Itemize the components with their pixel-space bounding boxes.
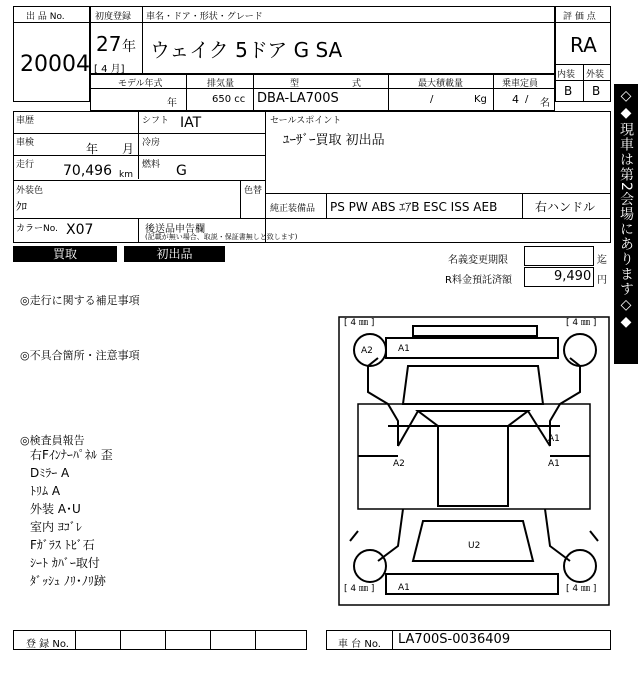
reg-no-label: 登 録 No. (26, 639, 69, 650)
damage-mark: A2 (393, 459, 405, 469)
damage-mark: A1 (548, 434, 560, 444)
inspector-item: ﾀﾞｯｼｭ ﾉﾘ･ﾉﾘ跡 (30, 574, 106, 588)
inspector-item: ﾄﾘﾑ A (30, 484, 61, 498)
recycle-value: 9,490 (554, 269, 592, 284)
damage-mark: A1 (398, 583, 410, 593)
venue-banner (614, 84, 638, 364)
damage-mark: A1 (398, 344, 410, 354)
lot-label: 出 品 No. (26, 12, 65, 22)
mileage-unit: km (119, 170, 133, 180)
first-listing-badge: 初出品 (124, 246, 225, 262)
first-reg-label: 初度登録 (95, 12, 132, 22)
tire-depth-front-right: [ 4 ㎜ ] (566, 318, 597, 328)
model-label: 型 (290, 79, 300, 89)
inspection-year: 年 (86, 142, 99, 156)
docs-note: (記載が無い場合、取説・保証書無しと致します) (145, 233, 298, 241)
docs-label: 後送品申告欄 (145, 224, 205, 235)
tire-depth-rear-left: [ 4 ㎜ ] (344, 584, 375, 594)
venue-banner-text: ◇◆現車は第2会場にあります◇◆ (618, 88, 634, 331)
inspection-label: 車検 (16, 138, 35, 148)
inspector-item: 室内 ﾖｺﾞﾚ (30, 520, 82, 534)
tire-depth-rear-right: [ 4 ㎜ ] (566, 584, 597, 594)
damage-mark: A1 (548, 459, 560, 469)
damage-mark: U2 (468, 541, 481, 551)
chassis-label: 車 台 No. (338, 639, 381, 650)
capacity-unit: 名 (540, 98, 550, 109)
recycle-label: R料金預託済額 (445, 275, 512, 286)
load-unit: Kg (474, 94, 487, 105)
first-reg-year: 27 (96, 32, 122, 56)
chassis-number: LA700S-0036409 (398, 632, 511, 647)
name-change-label: 名義変更期限 (448, 255, 508, 266)
capacity-label: 乗車定員 (502, 79, 539, 89)
displacement-label: 排気量 (207, 79, 235, 89)
interior-grade: B (564, 84, 573, 98)
shift-value: IAT (180, 115, 202, 131)
inspector-label: ◎検査員報告 (20, 434, 85, 447)
buy-badge: 買取 (13, 246, 117, 262)
mileage-label: 走行 (16, 160, 35, 170)
lot-number: 20004 (20, 52, 90, 77)
model-label-2: 式 (352, 79, 362, 89)
damage-mark: A2 (361, 346, 373, 356)
car-name-label: 車名・ドア・形状・グレード (146, 12, 263, 22)
interior-label: 内装 (557, 70, 576, 80)
exterior-label: 外装 (586, 70, 605, 80)
inspector-item: 外装 A･U (30, 502, 81, 516)
load-label: 最大積載量 (418, 79, 464, 89)
sales-point-label: セールスポイント (270, 116, 342, 126)
first-reg-year-unit: 年 (122, 39, 136, 55)
aircon-label: 冷房 (142, 138, 161, 148)
inspector-item: Dﾐﾗｰ A (30, 466, 70, 480)
rating-value: RA (570, 33, 597, 57)
exterior-grade: B (592, 84, 601, 98)
tire-depth-front-left: [ 4 ㎜ ] (344, 318, 375, 328)
recycle-unit: 円 (597, 275, 607, 286)
ext-color-label: 外装色 (16, 186, 44, 196)
equipment-value: PS PW ABS ｴｱB ESC ISS AEB (330, 200, 498, 214)
driving-notes-label: ◎走行に関する補足事項 (20, 294, 140, 307)
rating-label: 評 価 点 (563, 12, 596, 22)
sales-point: ﾕｰｻﾞｰ買取 初出品 (283, 133, 385, 148)
capacity-value: 4 (512, 93, 519, 106)
fuel-value: G (176, 163, 187, 179)
inspector-item: ｼｰﾄ ｶﾊﾞｰ取付 (30, 556, 100, 570)
color-no-value: X07 (66, 222, 94, 238)
car-name: ウェイク 5ドア G SA (150, 38, 343, 62)
model-code: DBA-LA700S (257, 91, 339, 106)
model-year-label: モデル年式 (118, 79, 163, 89)
first-reg-month: [ 4 月] (94, 64, 125, 75)
load-slash: / (430, 94, 434, 105)
mileage-value: 70,496 (63, 163, 112, 179)
displacement-value: 650 cc (212, 94, 246, 105)
history-label: 車歴 (16, 116, 35, 126)
shift-label: シフト (142, 116, 170, 126)
fuel-label: 燃料 (142, 160, 161, 170)
defects-label: ◎不具合箇所・注意事項 (20, 349, 140, 362)
name-change-unit: 迄 (597, 255, 607, 266)
model-year-unit: 年 (167, 98, 177, 109)
name-change-box (524, 246, 594, 266)
repaint-label: 色替 (244, 186, 263, 196)
inspector-item: 右Fｲﾝﾅｰﾊﾟﾈﾙ 歪 (30, 448, 113, 462)
equipment-label: 純正装備品 (270, 204, 316, 214)
steering-value: 右ハンドル (535, 200, 596, 214)
car-damage-diagram (338, 316, 610, 606)
capacity-slash: / (525, 94, 529, 105)
inspector-item: Fｶﾞﾗｽ ﾄﾋﾞ石 (30, 538, 95, 552)
ext-color-value: ｸﾛ (16, 200, 27, 213)
inspection-month: 月 (122, 142, 135, 156)
color-no-label: カラーNo. (16, 224, 58, 234)
